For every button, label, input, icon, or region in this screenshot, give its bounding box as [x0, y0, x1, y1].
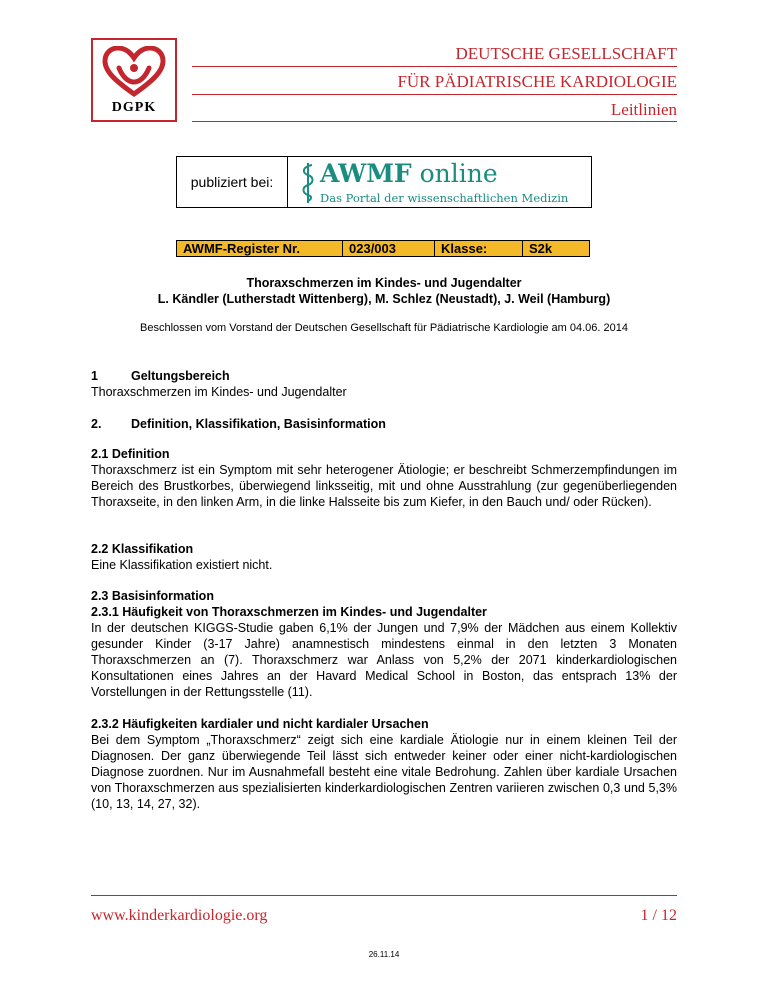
society-name-line2: FÜR PÄDIATRISCHE KARDIOLOGIE: [397, 72, 677, 91]
published-label: publiziert bei:: [177, 157, 288, 207]
awmf-tagline: Das Portal der wissenschaftlichen Medizin: [320, 191, 569, 205]
section-1-text: Thoraxschmerzen im Kindes- und Jugendalter: [91, 385, 347, 399]
section-2-2-title: 2.2 Klassifikation: [91, 542, 194, 556]
awmf-brand-rest: online: [411, 159, 498, 188]
section-2-3-2: [91, 716, 677, 812]
document-authors: L. Kändler (Lutherstadt Wittenberg), M. Schlez (Neustadt), J. Weil (Hamburg): [157, 292, 611, 306]
document-title: Thoraxschmerzen im Kindes- und Jugendalter: [246, 276, 522, 290]
awmf-brand-bold: AWMF: [320, 159, 412, 188]
class-value: S2k: [523, 241, 589, 256]
footer-date: 26.11.14: [368, 950, 400, 959]
section-2-3-title: 2.3 Basisinformation: [91, 589, 214, 603]
header-rule-1: [192, 66, 677, 67]
section-2-1: [91, 446, 677, 510]
register-bar: [176, 240, 590, 257]
awmf-title: [320, 159, 498, 188]
register-number: 023/003: [343, 241, 435, 256]
page-number: 1 / 12: [640, 907, 677, 924]
section-2-3-1-text: In der deutschen KIGGS-Studie gaben 6,1% der Jungen und 7,9% der Mädchen aus einem Kollektiv gesunder Kinder (3-17 Jahre) anamnestisch mindestens einmal in den letzten 3 Monaten Thoraxschmerzen an (7). Thoraxschmerz war Anlass von 5,2% der 2071 kinderkardiologischen Konsultationen eines Jahres an der Havard Medical School in Boston, das entsprach 13% der Vorstellungen in der Rettungsstelle (11).: [91, 621, 677, 699]
footer-rule: [91, 895, 677, 896]
section-2-2-text: Eine Klassifikation existiert nicht.: [91, 558, 273, 572]
section-2-1-title: 2.1 Definition: [91, 447, 170, 461]
society-name-line1: DEUTSCHE GESELLSCHAFT: [455, 44, 677, 63]
section-2-3-2-text: Bei dem Symptom „Thoraxschmerz“ zeigt sich eine kardiale Ätiologie nur in einem kleinen Teil der Diagnosen. Der ganz überwiegende Teil lässt sich entweder keiner oder einer nicht-kardiologischen Diagnose zuordnen. Nur im Ausnahmefall besteht eine vitale Bedrohung. Zahlen über kardiale Ursachen von Thoraxschmerzen aus spezialisierten kinderkardiologischen Zentren variieren zwischen 0,3 und 5,3% (10, 13, 14, 27, 32).: [91, 733, 677, 811]
header-rule-3: [192, 121, 677, 122]
section-2-2: [91, 541, 677, 573]
decision-note: Beschlossen vom Vorstand der Deutschen Gesellschaft für Pädiatrische Kardiologie am 04.06. 2014: [140, 322, 628, 334]
heart-logo-icon: [101, 46, 167, 98]
section-2-3-2-title: 2.3.2 Häufigkeiten kardialer und nicht kardialer Ursachen: [91, 717, 429, 731]
class-label: Klasse:: [435, 241, 523, 256]
header-rule-2: [192, 94, 677, 95]
register-label: AWMF-Register Nr.: [177, 241, 343, 256]
awmf-brand[interactable]: [288, 157, 591, 207]
section-1-heading: [91, 368, 677, 384]
section-2-3: [91, 588, 677, 700]
section-1-number: 1: [91, 369, 98, 383]
section-2-1-text: Thoraxschmerz ist ein Symptom mit sehr heterogener Ätiologie; er beschreibt Schmerzempfindungen im Bereich des Brustkorbes, überwiegend linksseitig, mit und ohne Ausstrahlung (zur gegenüberliegenden Thoraxseite, in den linken Arm, in die linke Halsseite bis zum Kiefer, in den Bauch und/ oder Rücken).: [91, 463, 677, 509]
section-1-title: Geltungsbereich: [131, 369, 230, 383]
section-1: [91, 368, 677, 400]
footer-website-link[interactable]: www.kinderkardiologie.org: [91, 907, 268, 924]
section-2-title: Definition, Klassifikation, Basisinformation: [131, 417, 386, 431]
aesculapian-staff-icon: [298, 161, 318, 205]
awmf-publication-box: [176, 156, 592, 208]
section-2-number: 2.: [91, 417, 102, 431]
section-2-3-1-title: 2.3.1 Häufigkeit von Thoraxschmerzen im Kindes- und Jugendalter: [91, 605, 487, 619]
header-guidelines: Leitlinien: [610, 100, 677, 119]
dgpk-logo: [91, 38, 177, 122]
section-2-heading: [91, 416, 677, 432]
logo-text: DGPK: [111, 100, 157, 115]
